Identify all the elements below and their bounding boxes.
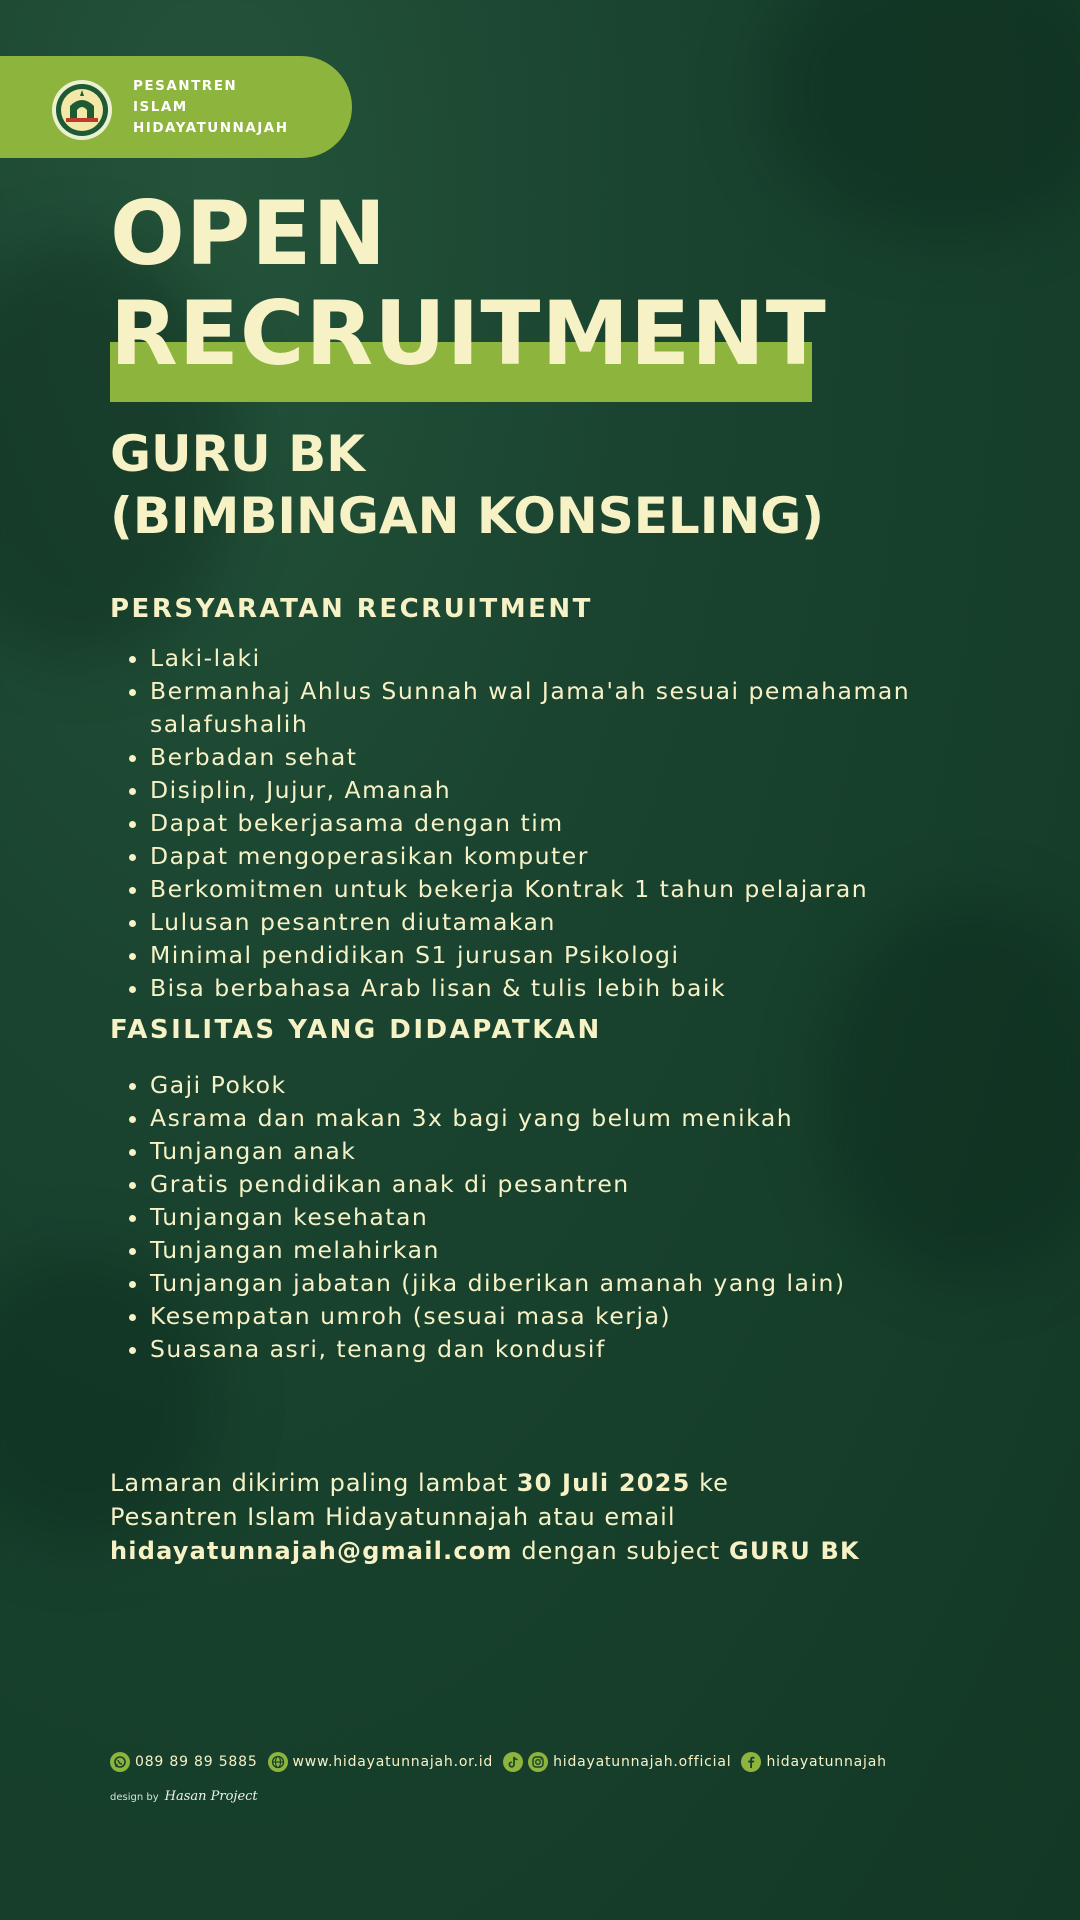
- instagram-handle: hidayatunnajah.official: [553, 1754, 732, 1770]
- instructions-text: dengan subject: [512, 1537, 729, 1565]
- deadline-date: 30 Juli 2025: [516, 1469, 691, 1497]
- tiktok-icon: [503, 1752, 523, 1772]
- email-address[interactable]: hidayatunnajah@gmail.com: [110, 1537, 513, 1565]
- org-name-line1: PESANTREN: [133, 78, 238, 94]
- requirements-list: [128, 642, 950, 1005]
- position-title-line1: GURU BK: [110, 425, 366, 483]
- org-name-line3: HIDAYATUNNAJAH: [133, 120, 289, 136]
- list-item: • Dapat mengoperasikan komputer: [150, 840, 950, 873]
- instructions-text: ke: [690, 1469, 729, 1497]
- list-item: • Laki-laki: [150, 642, 950, 675]
- list-item: • Gaji Pokok: [150, 1069, 950, 1102]
- list-item: • Tunjangan kesehatan: [150, 1201, 950, 1234]
- whatsapp-icon: [110, 1752, 130, 1772]
- position-title-line2: (BIMBINGAN KONSELING): [110, 487, 825, 545]
- list-item: • Tunjangan anak: [150, 1135, 950, 1168]
- instructions-line2: Pesantren Islam Hidayatunnajah atau email: [110, 1503, 676, 1531]
- organization-name: [133, 76, 333, 139]
- contact-website[interactable]: [268, 1752, 494, 1772]
- facilities-heading: FASILITAS YANG DIDAPATKAN: [110, 1015, 602, 1045]
- list-item: • Minimal pendidikan S1 jurusan Psikologi: [150, 939, 950, 972]
- list-item: • Lulusan pesantren diutamakan: [150, 906, 950, 939]
- globe-icon: [268, 1752, 288, 1772]
- facilities-list: [128, 1069, 950, 1366]
- title-line-recruitment: RECRUITMENT: [110, 282, 827, 385]
- list-item: • Berkomitmen untuk bekerja Kontrak 1 tahun pelajaran: [150, 873, 950, 906]
- list-item: • Berbadan sehat: [150, 741, 950, 774]
- title-line-open: OPEN: [110, 182, 388, 285]
- credit-signature: Hasan Project: [164, 1789, 258, 1804]
- phone-number: 089 89 89 5885: [135, 1754, 258, 1770]
- contact-bar: [110, 1750, 897, 1774]
- pesantren-logo-icon: [50, 78, 114, 142]
- instructions-text: Lamaran dikirim paling lambat: [110, 1469, 517, 1497]
- email-subject: GURU BK: [728, 1537, 860, 1565]
- instructions-line3: [110, 1534, 1010, 1568]
- list-item: • Suasana asri, tenang dan kondusif: [150, 1333, 950, 1366]
- application-instructions: [110, 1466, 1010, 1568]
- facebook-handle: hidayatunnajah: [766, 1754, 887, 1770]
- credit-label: design by: [110, 1792, 159, 1803]
- contact-social[interactable]: [503, 1752, 731, 1772]
- requirements-heading: PERSYARATAN RECRUITMENT: [110, 594, 593, 624]
- list-item: • Kesempatan umroh (sesuai masa kerja): [150, 1300, 950, 1333]
- org-name-line2: ISLAM: [133, 99, 188, 115]
- design-credit: [110, 1789, 258, 1804]
- background-leaf-shadow: [760, 0, 1080, 240]
- contact-phone[interactable]: [110, 1752, 258, 1772]
- list-item: • Disiplin, Jujur, Amanah: [150, 774, 950, 807]
- list-item: • Tunjangan melahirkan: [150, 1234, 950, 1267]
- list-item: • Bermanhaj Ahlus Sunnah wal Jama'ah sesuai pemahaman salafushalih: [150, 675, 950, 741]
- website-url: www.hidayatunnajah.or.id: [292, 1754, 494, 1770]
- instagram-icon: [528, 1752, 548, 1772]
- list-item: • Asrama dan makan 3x bagi yang belum menikah: [150, 1102, 950, 1135]
- list-item: • Bisa berbahasa Arab lisan & tulis lebih baik: [150, 972, 950, 1005]
- contact-facebook[interactable]: [741, 1752, 886, 1772]
- facebook-icon: [741, 1752, 761, 1772]
- list-item: • Dapat bekerjasama dengan tim: [150, 807, 950, 840]
- list-item: • Tunjangan jabatan (jika diberikan amanah yang lain): [150, 1267, 950, 1300]
- instructions-line1: [110, 1466, 1010, 1500]
- list-item: • Gratis pendidikan anak di pesantren: [150, 1168, 950, 1201]
